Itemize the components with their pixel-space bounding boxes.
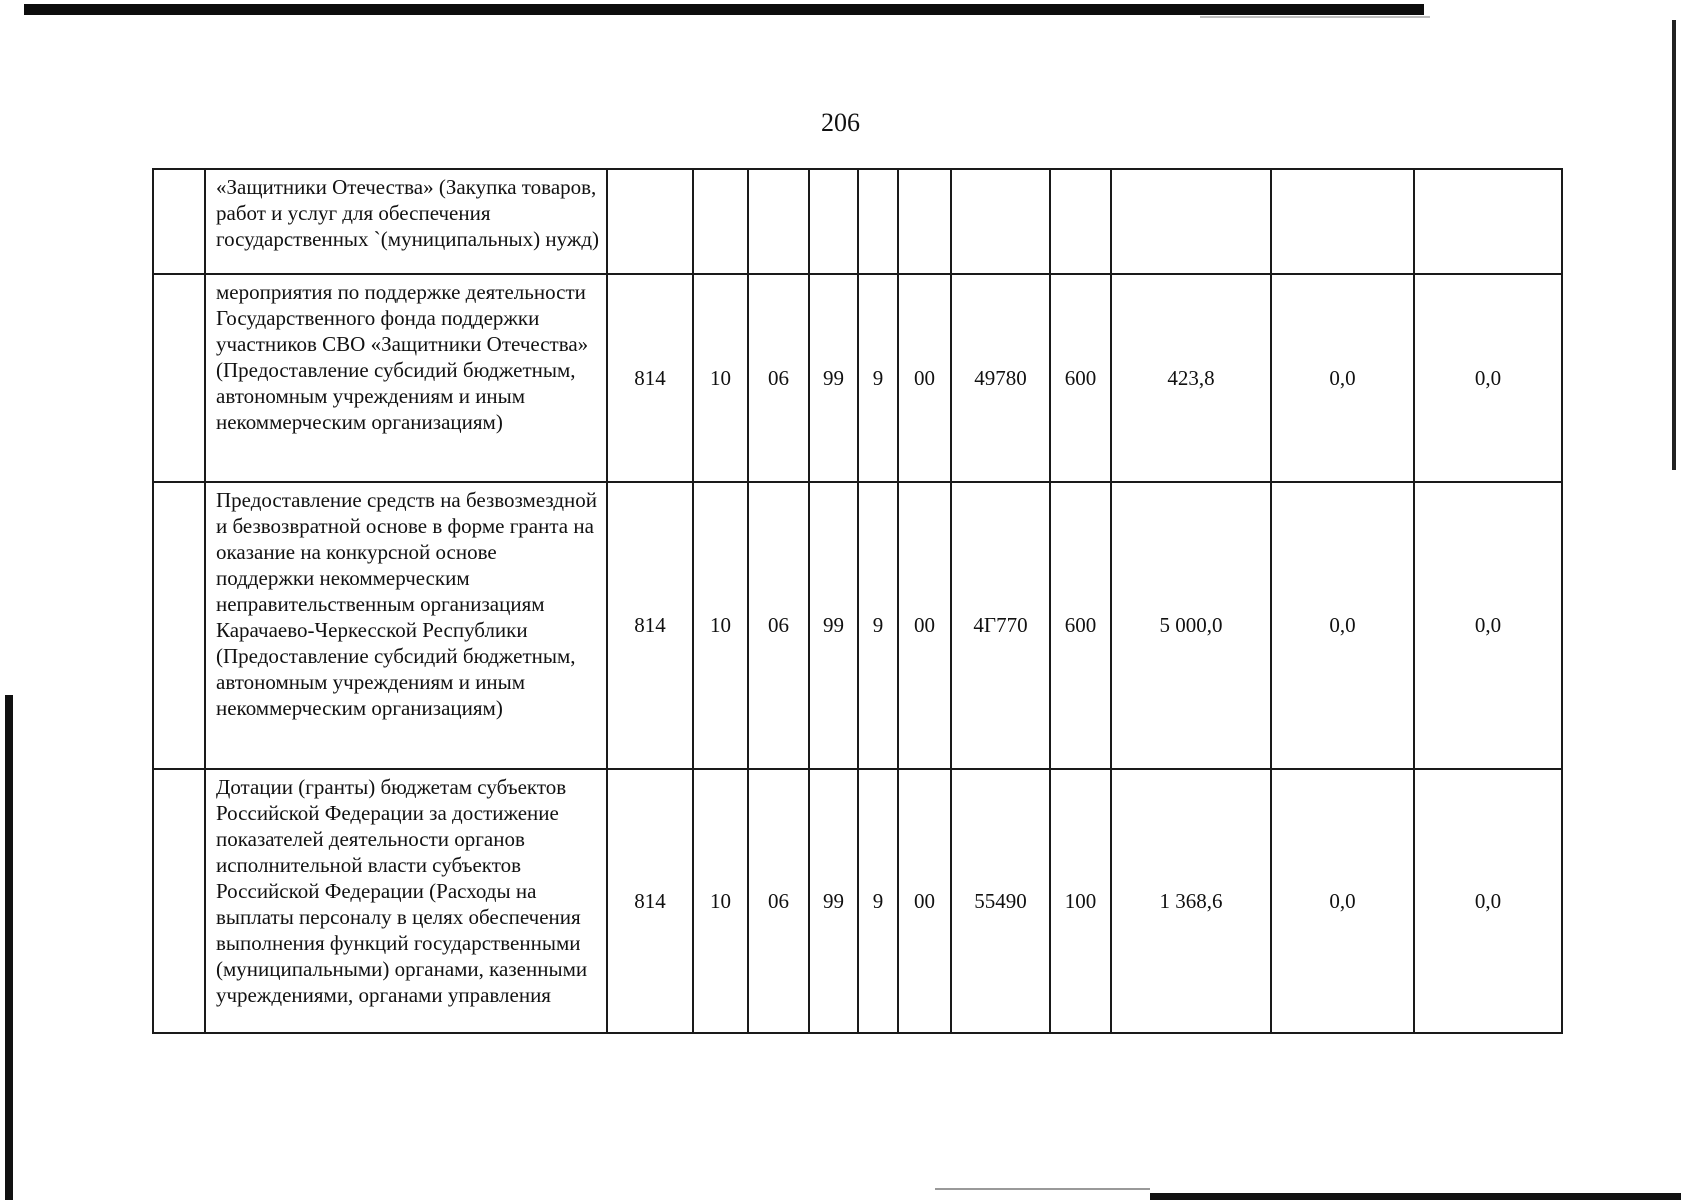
cell-amount-year2: 0,0 <box>1271 482 1414 769</box>
expense-name: Предоставление средств на безвозмездной и безвозвратной основе в форме гранта на оказание на конкурсной основе поддержки некоммерческим неправительственным организациям Карачаево-Черкесской Республики (Предоставление субсидий бюджетным, автономным учреждениям и иным некоммерческим организациям) <box>205 482 607 769</box>
cell-section: 10 <box>693 274 748 482</box>
cell-expense-type <box>1050 169 1111 274</box>
cell-subprogram <box>858 169 898 274</box>
cell-main-event <box>898 169 951 274</box>
cell-subsection: 06 <box>748 769 809 1033</box>
row-index-cell <box>153 769 205 1033</box>
cell-program: 99 <box>809 769 858 1033</box>
cell-direction: 55490 <box>951 769 1050 1033</box>
cell-amount-year2 <box>1271 169 1414 274</box>
cell-amount-year3: 0,0 <box>1414 482 1562 769</box>
cell-amount-year3 <box>1414 169 1562 274</box>
cell-amount-year2: 0,0 <box>1271 274 1414 482</box>
scan-edge-bottom-thin <box>935 1188 1150 1190</box>
cell-subprogram: 9 <box>858 274 898 482</box>
row-index-cell <box>153 169 205 274</box>
cell-ministry <box>607 169 693 274</box>
cell-expense-type: 600 <box>1050 274 1111 482</box>
cell-subprogram: 9 <box>858 769 898 1033</box>
cell-main-event: 00 <box>898 274 951 482</box>
cell-main-event: 00 <box>898 769 951 1033</box>
cell-ministry: 814 <box>607 482 693 769</box>
cell-subsection: 06 <box>748 274 809 482</box>
cell-subsection: 06 <box>748 482 809 769</box>
cell-direction <box>951 169 1050 274</box>
scan-edge-top-fade <box>1200 16 1430 18</box>
scan-edge-bottom <box>1150 1193 1681 1200</box>
expense-name: «Защитники Отечества» (Закупка товаров, работ и услуг для обеспечения государственных `(муниципальных) нужд) <box>205 169 607 274</box>
table-row <box>153 169 1562 274</box>
cell-amount-year2: 0,0 <box>1271 769 1414 1033</box>
cell-amount-year1: 1 368,6 <box>1111 769 1271 1033</box>
table-row <box>153 274 1562 482</box>
cell-direction: 4Г770 <box>951 482 1050 769</box>
cell-expense-type: 600 <box>1050 482 1111 769</box>
cell-subsection <box>748 169 809 274</box>
cell-program: 99 <box>809 274 858 482</box>
expense-name: Дотации (гранты) бюджетам субъектов Российской Федерации за достижение показателей деятельности органов исполнительной власти субъектов Российской Федерации (Расходы на выплаты персоналу в целях обеспечения выполнения функций государственными (муниципальными) органами, казенными учреждениями, органами управления <box>205 769 607 1033</box>
cell-ministry: 814 <box>607 274 693 482</box>
row-index-cell <box>153 274 205 482</box>
table-row <box>153 769 1562 1033</box>
scan-edge-top <box>24 4 1424 15</box>
page-number: 206 <box>821 108 860 137</box>
cell-main-event: 00 <box>898 482 951 769</box>
cell-direction: 49780 <box>951 274 1050 482</box>
scan-edge-left <box>5 695 13 1200</box>
expense-name: мероприятия по поддержке деятельности Государственного фонда поддержки участников СВО «Защитники Отечества» (Предоставление субсидий бюджетным, автономным учреждениям и иным некоммерческим организациям) <box>205 274 607 482</box>
cell-section: 10 <box>693 482 748 769</box>
cell-section: 10 <box>693 769 748 1033</box>
cell-amount-year3: 0,0 <box>1414 274 1562 482</box>
cell-amount-year1: 5 000,0 <box>1111 482 1271 769</box>
row-index-cell <box>153 482 205 769</box>
cell-section <box>693 169 748 274</box>
cell-ministry: 814 <box>607 769 693 1033</box>
cell-program <box>809 169 858 274</box>
scan-edge-right <box>1672 20 1676 470</box>
cell-subprogram: 9 <box>858 482 898 769</box>
cell-amount-year1 <box>1111 169 1271 274</box>
cell-amount-year1: 423,8 <box>1111 274 1271 482</box>
cell-program: 99 <box>809 482 858 769</box>
cell-amount-year3: 0,0 <box>1414 769 1562 1033</box>
table-row <box>153 482 1562 769</box>
budget-table <box>152 168 1563 1034</box>
cell-expense-type: 100 <box>1050 769 1111 1033</box>
